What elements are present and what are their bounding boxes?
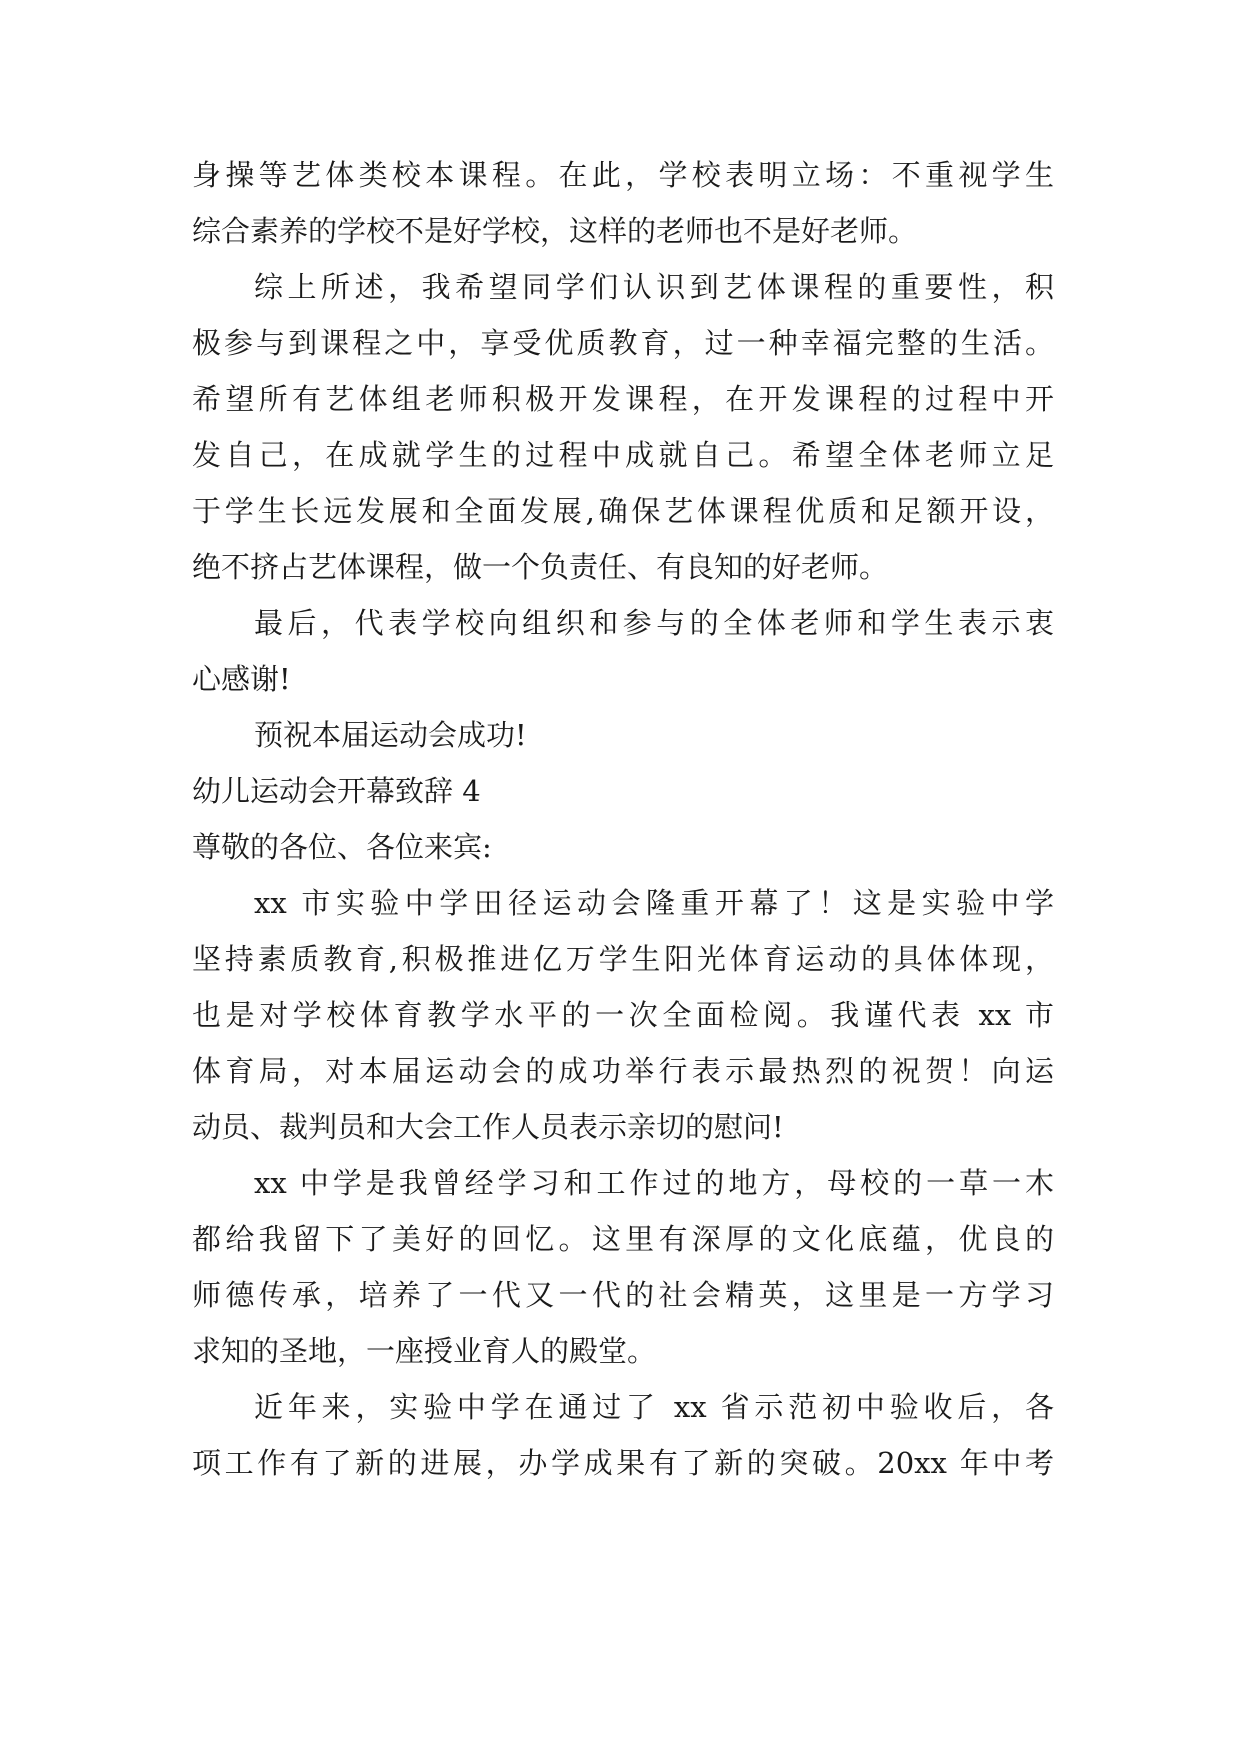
text-line: 也是对学校体育教学水平的一次全面检阅。我谨代表 xx 市 xyxy=(192,998,1054,1032)
text-line: 近年来，实验中学在通过了 xx 省示范初中验收后，各 xyxy=(254,1390,1054,1424)
text-line: 于学生长远发展和全面发展,确保艺体课程优质和足额开设， xyxy=(192,494,1054,528)
text-line: 体育局，对本届运动会的成功举行表示最热烈的祝贺！向运 xyxy=(192,1054,1054,1088)
text-line: 坚持素质教育,积极推进亿万学生阳光体育运动的具体体现， xyxy=(192,942,1054,976)
text-line: 都给我留下了美好的回忆。这里有深厚的文化底蕴，优良的 xyxy=(192,1222,1054,1256)
text-line: 动员、裁判员和大会工作人员表示亲切的慰问! xyxy=(192,1110,784,1144)
text-line: 绝不挤占艺体课程，做一个负责任、有良知的好老师。 xyxy=(192,550,889,584)
text-line: 求知的圣地，一座授业育人的殿堂。 xyxy=(192,1334,657,1368)
text-line: 综合素养的学校不是好学校，这样的老师也不是好老师。 xyxy=(192,214,918,248)
section-heading: 幼儿运动会开幕致辞 4 xyxy=(192,774,481,808)
text-line: 师德传承，培养了一代又一代的社会精英，这里是一方学习 xyxy=(192,1278,1054,1312)
text-line: 希望所有艺体组老师积极开发课程，在开发课程的过程中开 xyxy=(192,382,1054,416)
text-line: 发自己，在成就学生的过程中成就自己。希望全体老师立足 xyxy=(192,438,1054,472)
text-line: xx 市实验中学田径运动会隆重开幕了！这是实验中学 xyxy=(254,886,1054,920)
text-line: 预祝本届运动会成功! xyxy=(254,718,527,752)
text-line: 极参与到课程之中，享受优质教育，过一种幸福完整的生活。 xyxy=(192,326,1054,360)
salutation: 尊敬的各位、各位来宾: xyxy=(192,830,492,864)
text-line: 综上所述，我希望同学们认识到艺体课程的重要性，积 xyxy=(254,270,1054,304)
text-line: 心感谢! xyxy=(192,662,291,696)
text-line: 项工作有了新的进展，办学成果有了新的突破。20xx 年中考 xyxy=(192,1446,1054,1480)
text-line: 最后，代表学校向组织和参与的全体老师和学生表示衷 xyxy=(254,606,1054,640)
text-line: 身操等艺体类校本课程。在此，学校表明立场：不重视学生 xyxy=(192,158,1054,192)
document-page xyxy=(192,147,1054,1491)
text-line: xx 中学是我曾经学习和工作过的地方，母校的一草一木 xyxy=(254,1166,1054,1200)
